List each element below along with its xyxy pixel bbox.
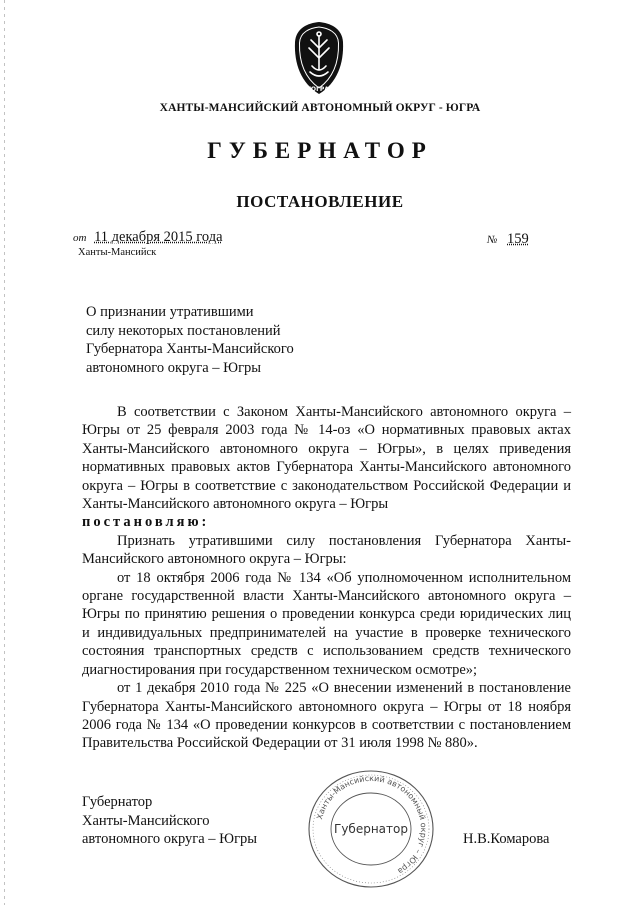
coat-of-arms-emblem	[290, 20, 348, 96]
page-edge	[4, 0, 5, 905]
repealed-item: от 1 декабря 2010 года № 225 «О внесении изменений в постановление Губернатора Ханты-Мансийского автономного округа – Югры от 18 ноября 2006 года № 134 «О проведении конкурсов в соответствии с постановлением Правительства Российской Федерации от 31 июля 1998 № 880».	[82, 680, 571, 752]
repealed-item: от 18 октября 2006 года № 134 «Об уполномоченном исполнительном органе государственной власти Ханты-Мансийского автономного округа – Югры по принятию решения о проведении конкурса среди юридических лиц и индивидуальных предпринимателей на участие в проверке технического состояния транспортных средств с использованием средств технического диагностирования при государственном техническом осмотре»;	[82, 569, 571, 678]
subject-line: силу некоторых постановлений	[86, 322, 281, 339]
emblem-label: ЮГРА	[309, 86, 329, 93]
region-name: ХАНТЫ-МАНСИЙСКИЙ АВТОНОМНЫЙ ОКРУГ - ЮГРА	[159, 102, 481, 114]
signatory-position	[82, 793, 257, 849]
position-line: автономного округа – Югры	[82, 831, 258, 847]
number-value: 159	[507, 231, 529, 247]
subject-line: Губернатора Ханты-Мансийского	[86, 341, 294, 357]
document-body	[82, 403, 571, 753]
document-subject	[86, 303, 386, 377]
document-date	[73, 229, 223, 246]
date-value: 11 декабря 2015 года	[94, 229, 223, 245]
signer-name: Н.В.Комарова	[463, 831, 550, 847]
decree-word	[82, 513, 571, 531]
position-line: Губернатор	[82, 794, 153, 810]
intro-paragraph: Признать утратившими силу постановления Губернатора Ханты-Мансийского автономного округа – Югры:	[82, 532, 571, 568]
governor-heading: ГУБЕРНАТОР	[207, 138, 433, 163]
position-line: Ханты-Мансийского	[82, 812, 210, 829]
document-type-heading: ПОСТАНОВЛЕНИЕ	[236, 192, 404, 211]
official-stamp	[306, 768, 436, 890]
decree-label: постановляю:	[82, 514, 210, 531]
stamp-center-text: Губернатор	[334, 822, 408, 836]
date-prefix: от	[73, 232, 87, 244]
preamble-paragraph: В соответствии с Законом Ханты-Мансийского автономного округа – Югры от 25 февраля 2003 года № 14-оз «О нормативных правовых актах Ханты-Мансийского автономного округа – Югры», в целях приведения нормативных правовых актов Губернатора Ханты-Мансийского автономного округа – Югры в соответствие с законодательством Российской Федерации и Ханты-Мансийского автономного округа – Югры	[82, 404, 571, 513]
subject-line: автономного округа – Югры	[86, 359, 262, 376]
number-label: №	[487, 234, 498, 246]
subject-line: О признании утратившими	[86, 304, 254, 320]
document-number	[487, 231, 529, 248]
stamp-ring-text: Ханты-Мансийский автономный округ – Югра	[315, 773, 429, 876]
document-city: Ханты-Мансийск	[78, 247, 157, 258]
